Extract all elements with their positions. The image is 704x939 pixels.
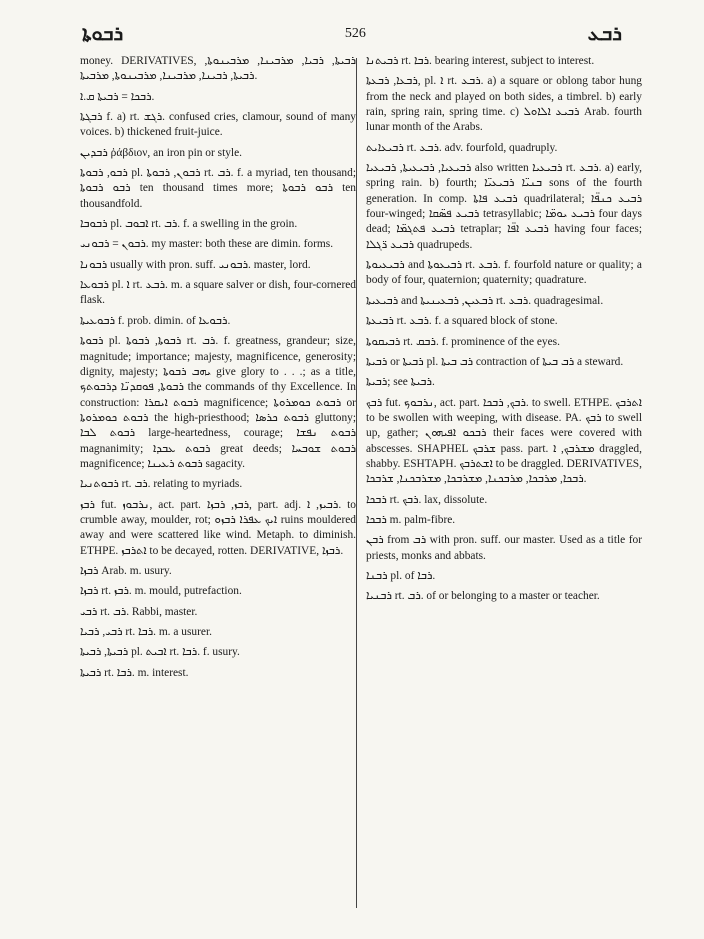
right-column: [366, 54, 642, 610]
dictionary-entry: ܪܒܝ rt. ܪܒ. Rabbi, master.: [80, 605, 198, 618]
dictionary-entry: ܪܒܝܬܐ; see ܪܒܝܬܐ.: [366, 376, 435, 389]
dictionary-entry: ܪܒܝܥܝܬܐ and ܪܒܥܝܢ, ܪܒܥܝܢܝܬܐ rt. ܪܒܥ. quadragesimal.: [366, 294, 604, 307]
dictionary-entry: ܪܒܘ, ܪܒܘܬܐ pl. ܪܒܘܢ, ܪܒܘܬܐ rt. ܪܒ. f. a myriad, ten thousand; ܪܒܘ ܪܒܘܬܐ ten thousand times more; ܪܒܘ ܪܒܘܬܐ ten thousandfold.: [80, 167, 356, 210]
dictionary-entry: ܪܒܝܬܐ, ܪܒܝܬܐ pl. ܐܒܝܬ rt. ܪܒܐ. f. usury.: [80, 646, 240, 659]
dictionary-entry: ܪܒܢ from ܪܒ with pron. suff. our master. Used as a title for priests, monks and abbats.: [366, 534, 643, 562]
column-divider: [356, 58, 357, 908]
dictionary-entry: ܪܒܘܒܐ pl. ܐܒܘܒ rt. ܪܒ. f. a swelling in the groin.: [80, 218, 298, 231]
running-head-left: ܪܒܘܬܐ: [82, 22, 124, 45]
dictionary-entry: ܪܒܘܢܐ usually with pron. suff. ܪܒܘܢܝ. master, lord.: [80, 258, 311, 271]
dictionary-entry: ܪܒܝܥܝܘܬܐ and ܪܒܝܥܘܬܐ rt. ܪܒܥ. f. fourfold nature or quality; a body of four, quaternion; quaternity; quadrature.: [366, 259, 642, 287]
dictionary-entry: ܪܒܟܐ = ܪܒܝܬܐ ܩ.ܐ.: [80, 90, 155, 103]
dictionary-entry: ܪܒܘܥܝܬܐ f. prob. dimin. of ܪܒܘܥܐ.: [80, 314, 231, 327]
dictionary-entry: ܪܒܢܝܐ rt. ܪܒ. of or belonging to a master or teacher.: [366, 590, 600, 603]
page-number: 526: [344, 26, 366, 41]
dictionary-entry: ܪܒܟܐ rt. ܪܒܟ. lax, dissolute.: [366, 493, 488, 506]
dictionary-entry: ܪܒܝܬܢܐ rt. ܪܒܐ. bearing interest, subject to interest.: [366, 55, 595, 67]
dictionary-entry: ܪܒܝܥܐܝܬ rt. ܪܒܥ. adv. fourfold, quadruply.: [366, 141, 558, 154]
dictionary-entry: ܪܒܝ, ܪܒܝܐ rt. ܪܒܐ. m. a usurer.: [80, 626, 212, 638]
left-column: [80, 54, 356, 686]
dictionary-entry: ܪܒܝܬܐ rt. ܪܒܐ. m. interest.: [80, 666, 189, 679]
dictionary-entry: ܪܒܙܐ Arab. m. usury.: [80, 564, 172, 577]
dictionary-entry: ܪܒܘܥܐ pl. ܐ rt. ܪܒܥ. m. a square salver or dish, four-cornered flask.: [80, 279, 356, 307]
dictionary-entry: ܪܒܕܝܢ ῥάβδιον, an iron pin or style.: [80, 146, 242, 159]
dictionary-entry: ܪܒܙ fut. ܢܪܒܘܙ, act. part. ܪܒܙ, ܪܒܙܐ, part. adj. ܪܒܝܙ, ܐ. to crumble away, moulder, rot; ܐܝܟ ܥܦܪܐ ܪܒܙܘ ruins mouldered away and were scattered like wind. Metaph. to diminish. ETHPE. ܐܬܪܒܙ to be decayed, rotten. DERIVATIVE, ܪܒܙܐ.: [80, 498, 356, 557]
dictionary-entry: money. DERIVATIVES, ܪܒܝܬܐ, ܪܒܝܐ, ܡܪܒܝܢܐ, ܡܪܒܝܢܘܬܐ, ܪܒܝܬܐ, ܪܒܝܢܐ, ܡܪܒܝܢܐ, ܡܪܒܝܢܘܬܐ, ܡܪܒܝܬܐ.: [80, 55, 356, 83]
dictionary-entry: ܪܒܝܬܐ or ܪܒܝܬܐ pl. ܪܒ ܒܝܬܐ contraction of ܪܒ ܒܝܬܐ a steward.: [366, 355, 624, 368]
dictionary-entry: ܪܒܥܐ, ܪܒܥܬܐ, pl. ܐ rt. ܪܒܥ. a) a square or oblong tabor hung from the neck and played on both sides, a timbrel. b) early rain, spring rain, spring time. c) ܪܒܝܥ ܐܠܐܘܠ Arab. fourth lunar month of the Arabs.: [366, 75, 642, 134]
dictionary-entry: ܪܒܙܐ rt. ܪܒܙ. m. mould, putrefaction.: [80, 585, 242, 598]
page-header: [82, 22, 622, 46]
dictionary-entry: ܪܒܘܬܐ pl. ܪܒܘܬܐ, ܪܒܘܬܐ rt. ܪܒ. f. greatness, grandeur; size, magnitude; importance; majesty, magnificence, generosity; dignity, majesty; ܝܗܒ ܪܒܘܬܐ give glory to . . .; as a title, ܪܒܘܬܐ, ܦܘܩܕܢ̈ܐ ܕܪܒܘܬܟ the commands of thy Excellence. In construction: ܪܒܘܬ ܐܝܩܪܐ magnificence; ܪܒܘܬ ܟܘܡܪܘܬܐ or ܪܒܘܬ ܟܘܡܪܘܬܐ the high-priesthood; ܪܒܘܬ ܟܪܣܐ gluttony; ܪܒܘܬ ܠܒܐ large-heartedness, courage; ܪܒܘܬ ܢܦܫܐ magnanimity; ܪܒܘܬ ܥܒܕܐ great deeds; ܪܒܘܬ ܫܘܒܚܐ magnificence; ܪܒܘܬ ܪܥܝܢܐ sagacity.: [80, 335, 357, 470]
dictionary-entry: ܪܒܘܬܢܝܐ rt. ܪܒ. relating to myriads.: [80, 478, 243, 491]
dictionary-entry: ܪܒܝܩܘܬܐ rt. ܪܒܩ. f. prominence of the eyes.: [366, 335, 560, 348]
dictionary-entry: ܪܒܝܥܬܐ rt. ܪܒܥ. f. a squared block of stone.: [366, 315, 558, 328]
running-head-right: ܪܒܥ: [587, 22, 622, 45]
dictionary-entry: ܪܒܢܐ pl. of ܪܒܐ.: [366, 569, 436, 582]
dictionary-entry: ܪܒܟܐ m. palm-fibre.: [366, 513, 456, 526]
dictionary-entry: ܪܒܘܢ = ܪܒܘܢܝ. my master: both these are dimin. forms.: [80, 238, 334, 251]
dictionary-entry: ܪܒܝܥܝܐ, ܪܒܝܥܝܬܐ, ܪܒܝܥܝܐ also written ܪܒܝܥܝܐ rt. ܪܒܥ. a) early, spring rain. b) fourth; ܒܢܝ̈ܐ ܪܒܝܥܝ̈ܐ sons of the fourth generation. In comp. ܪܒܝܥ ܦܐܬܐ quadrilateral; ܪܒܝܥ ܟܢܦ̈ܐ four-winged; ܪܒܝܥ ܦܣ̈ܩܐ tetrasyllabic; ܪܒܝܥ ܝܘܡ̈ܐ four days dead; ܪܒܝܥ ܦܬܓܡ̈ܐ tetraplar; ܪܒܝܥ ܐܦ̈ܐ having four faces; ܪܒܝܥ ܪ̈ܓܠܐ quadrupeds.: [366, 162, 643, 251]
dictionary-entry: ܪܒܟ fut. ܢܪܒܘܟ, act. part. ܪܒܟ, ܪܒܟܐ. to swell. ETHPE. ܐܬܪܒܟ to be swollen with weeping, with disease. PA. ܪܒܟ to swell up, gather; ܪܒܟܘ ܐܦܝܗܘܢ their faces were covered with abscesses. SHAPHEL ܫܪܒܟ pass. part. ܡܫܪܒܟ, ܐ draggled, shabby. ESHTAPH. ܐܫܬܪܒܟ to be draggled. DERIVATIVES, ܪܒܟܐ, ܡܪܒܟܐ, ܡܪܒܟܢܐ, ܡܫܪܒܟܐ, ܡܫܪܒܟܢܐ, ܫܪܒܟܐ.: [366, 396, 643, 486]
dictionary-entry: ܪܒܓܬܐ f. a) rt. ܪܓܫ. confused cries, clamour, sound of many voices. b) thickened fruit-juice.: [80, 111, 357, 139]
